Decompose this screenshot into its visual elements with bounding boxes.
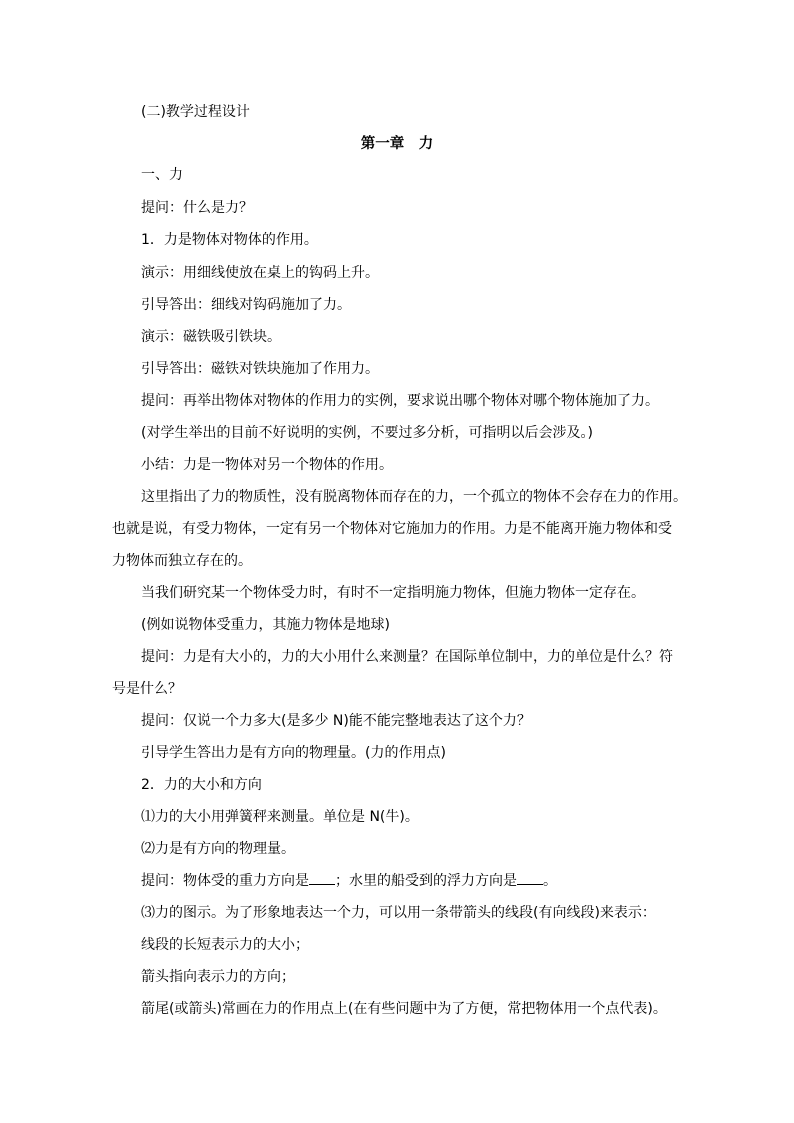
item-three: ⑶力的图示。为了形象地表达一个力，可以用一条带箭头的线段(有向线段)来表示：	[141, 905, 656, 921]
paragraph-material-line-2: 也就是说，有受力物体，一定有另一个物体对它施加力的作用。力是不能离开施力物体和受	[112, 521, 672, 537]
line-tail: 箭尾(或箭头)常画在力的作用点上(在有些问题中为了方便，常把物体用一个点代表)。	[141, 1001, 667, 1017]
paragraph-material-line-1: 这里指出了力的物质性，没有脱离物体而存在的力，一个孤立的物体不会存在力的作用。	[141, 489, 687, 505]
guide-direction: 引导学生答出力是有方向的物理量。(力的作用点)	[141, 745, 446, 761]
paragraph-material-line-3: 力物体而独立存在的。	[112, 553, 252, 569]
point-one: 1．力是物体对物体的作用。	[141, 232, 318, 248]
paragraph-research: 当我们研究某一个物体受力时，有时不一定指明施力物体，但施力物体一定存在。	[141, 585, 645, 601]
question-measure-line-1: 提问：力是有大小的，力的大小用什么来测量？在国际单位制中，力的单位是什么？符	[141, 649, 673, 665]
note-examples: (对学生举出的目前不好说明的实例，不要过多分析，可指明以后会涉及。)	[141, 425, 593, 441]
point-two: 2．力的大小和方向	[141, 777, 262, 793]
line-length: 线段的长短表示力的大小；	[141, 937, 309, 953]
item-one: ⑴力的大小用弹簧秤来测量。单位是 N(牛)。	[141, 809, 419, 825]
question-complete: 提问：仅说一个力多大(是多少 N)能不能完整地表达了这个力？	[141, 713, 531, 729]
heading-force: 一、力	[141, 167, 183, 183]
chapter-title: 第一章 力	[360, 136, 434, 152]
question-measure-line-2: 号是什么？	[112, 681, 182, 697]
question-direction-part-1: 提问：物体受的重力方向是	[141, 873, 309, 889]
demo-two: 演示：磁铁吸引铁块。	[141, 329, 281, 345]
question-direction-part-3: 。	[543, 873, 557, 889]
answer-blank	[309, 872, 335, 885]
question-direction	[141, 872, 557, 890]
answer-two: 引导答出：磁铁对铁块施加了作用力。	[141, 361, 379, 377]
question-what-is-force: 提问：什么是力？	[141, 200, 253, 216]
line-arrow: 箭头指向表示力的方向；	[141, 969, 295, 985]
question-direction-part-2: ；水里的船受到的浮力方向是	[335, 873, 517, 889]
answer-blank	[517, 872, 543, 885]
demo-one: 演示：用细线使放在桌上的钩码上升。	[141, 265, 379, 281]
summary: 小结：力是一物体对另一个物体的作用。	[141, 457, 393, 473]
section-heading: (二)教学过程设计	[141, 104, 250, 120]
note-gravity: (例如说物体受重力，其施力物体是地球)	[141, 617, 390, 633]
item-two: ⑵力是有方向的物理量。	[141, 841, 295, 857]
question-examples: 提问：再举出物体对物体的作用力的实例，要求说出哪个物体对哪个物体施加了力。	[141, 393, 659, 409]
answer-one: 引导答出：细线对钩码施加了力。	[141, 297, 351, 313]
